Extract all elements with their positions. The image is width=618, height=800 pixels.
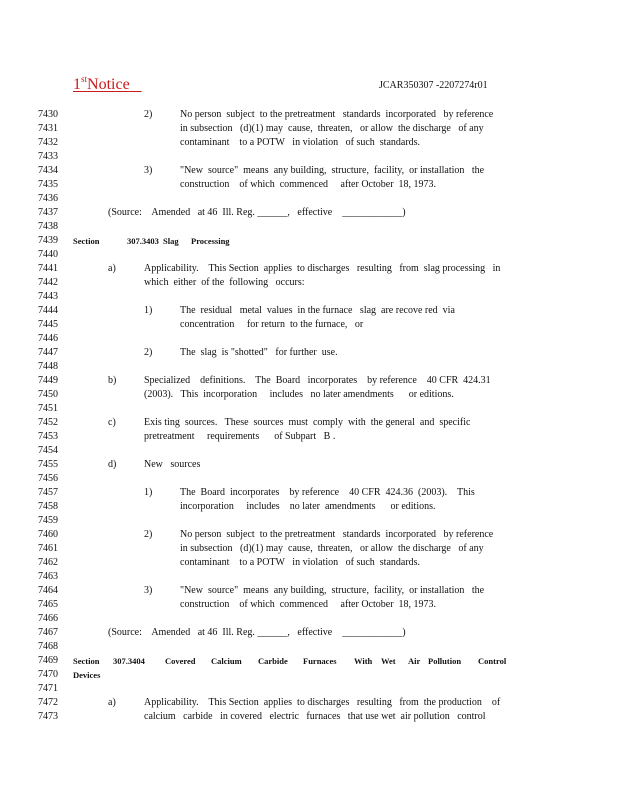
doc-line: [0, 276, 618, 290]
line-number: 7444: [38, 305, 58, 316]
item-marker: 3): [144, 585, 153, 596]
doc-line: [0, 346, 618, 360]
line-number: 7431: [38, 123, 58, 134]
notice-ordinal-suffix: st: [81, 74, 88, 84]
doc-line: [0, 430, 618, 444]
item-marker: 3): [144, 165, 153, 176]
section-title-word: With: [354, 656, 373, 666]
line-number: 7447: [38, 347, 58, 358]
doc-line: [0, 164, 618, 178]
line-number: 7453: [38, 431, 58, 442]
line-number: 7430: [38, 109, 58, 120]
line-number: 7442: [38, 277, 58, 288]
line-number: 7441: [38, 263, 58, 274]
item-text: "New source" means any building, structure, facility, or installation the: [180, 585, 485, 596]
section-title-word: Air: [408, 656, 421, 666]
line-number: 7436: [38, 193, 58, 204]
item-text: Exis ting sources. These sources must comply with the general and specific: [144, 417, 471, 428]
section-title-word: Devices: [73, 670, 101, 680]
line-number: 7465: [38, 599, 58, 610]
item-text: which either of the following occurs:: [144, 277, 305, 288]
item-marker: 1): [144, 305, 153, 316]
doc-line: [0, 640, 618, 654]
doc-line: [0, 136, 618, 150]
item-text: The residual metal values in the furnace slag are recove red via: [180, 305, 455, 316]
line-number: 7470: [38, 669, 58, 680]
line-number: 7452: [38, 417, 58, 428]
doc-line: [0, 122, 618, 136]
doc-line: [0, 374, 618, 388]
item-marker: 2): [144, 109, 153, 120]
line-number: 7435: [38, 179, 58, 190]
item-marker: c): [108, 417, 116, 428]
doc-line: [0, 668, 618, 682]
item-text: (2003). This incorporation includes no later amendments or editions.: [144, 389, 454, 400]
doc-line: [0, 262, 618, 276]
doc-line: [0, 332, 618, 346]
section-number: 307.3403: [127, 236, 159, 246]
line-number: 7464: [38, 585, 58, 596]
doc-line: [0, 458, 618, 472]
doc-line: [0, 626, 618, 640]
line-number: 7450: [38, 389, 58, 400]
item-text: No person subject to the pretreatment standards incorporated by reference: [180, 109, 494, 120]
section-title-word: Slag: [163, 236, 179, 246]
line-number: 7434: [38, 165, 58, 176]
doc-line: [0, 598, 618, 612]
line-number: 7461: [38, 543, 58, 554]
section-title-word: Processing: [191, 236, 230, 246]
item-text: concentration for return to the furnace, or: [180, 319, 364, 330]
item-text: The slag is "shotted" for further use.: [180, 347, 338, 358]
line-number: 7468: [38, 641, 58, 652]
line-number: 7446: [38, 333, 58, 344]
line-number: 7467: [38, 627, 58, 638]
item-marker: d): [108, 459, 117, 470]
line-number: 7455: [38, 459, 58, 470]
item-text: No person subject to the pretreatment standards incorporated by reference: [180, 529, 494, 540]
doc-line: [0, 150, 618, 164]
line-number: 7471: [38, 683, 58, 694]
line-number: 7432: [38, 137, 58, 148]
doc-line: [0, 612, 618, 626]
doc-line: [0, 304, 618, 318]
item-text: contaminant to a POTW in violation of such standards.: [180, 557, 421, 568]
line-number: 7460: [38, 529, 58, 540]
line-number: 7469: [38, 655, 58, 666]
doc-line: [0, 248, 618, 262]
item-marker: a): [108, 263, 116, 274]
line-number: 7451: [38, 403, 58, 414]
section-title-word: Furnaces: [303, 656, 337, 666]
item-text: contaminant to a POTW in violation of such standards.: [180, 137, 421, 148]
doc-line: [0, 206, 618, 220]
section-title-word: Covered: [165, 656, 196, 666]
item-text: construction of which commenced after October 18, 1973.: [180, 179, 437, 190]
section-title-word: Pollution: [428, 656, 462, 666]
section-title-word: Control: [478, 656, 507, 666]
section-title-word: Wet: [381, 656, 396, 666]
doc-line: [0, 290, 618, 304]
item-marker: a): [108, 697, 116, 708]
doc-line: [0, 584, 618, 598]
doc-line: [0, 416, 618, 430]
item-text: construction of which commenced after October 18, 1973.: [180, 599, 437, 610]
doc-line: [0, 360, 618, 374]
section-number: 307.3404: [113, 656, 145, 666]
line-number: 7459: [38, 515, 58, 526]
line-number: 7448: [38, 361, 58, 372]
item-text: calcium carbide in covered electric furnaces that use wet air pollution control: [144, 711, 486, 722]
item-text: The Board incorporates by reference 40 CFR 424.36 (2003). This: [180, 487, 475, 498]
item-marker: b): [108, 375, 117, 386]
doc-line: [0, 472, 618, 486]
doc-line: [0, 234, 618, 248]
doc-line: [0, 570, 618, 584]
notice-number: 1: [73, 76, 81, 93]
line-number: 7437: [38, 207, 58, 218]
doc-line: [0, 528, 618, 542]
doc-line: [0, 710, 618, 724]
doc-line: [0, 318, 618, 332]
section-title-word: Carbide: [258, 656, 288, 666]
doc-line: [0, 682, 618, 696]
line-number: 7462: [38, 557, 58, 568]
line-number: 7439: [38, 235, 58, 246]
notice-heading: [73, 74, 142, 94]
line-number: 7473: [38, 711, 58, 722]
line-number: 7443: [38, 291, 58, 302]
item-marker: 2): [144, 347, 153, 358]
line-number: 7449: [38, 375, 58, 386]
doc-line: [0, 388, 618, 402]
doc-line: [0, 192, 618, 206]
line-number: 7438: [38, 221, 58, 232]
line-number: 7440: [38, 249, 58, 260]
doc-line: [0, 514, 618, 528]
doc-line: [0, 556, 618, 570]
doc-line: [0, 444, 618, 458]
doc-line: [0, 542, 618, 556]
source-note: (Source: Amended at 46 Ill. Reg. ______, effective ____________): [108, 627, 406, 638]
doc-line: [0, 696, 618, 710]
item-text: Specialized definitions. The Board incorporates by reference 40 CFR 424.31: [144, 375, 491, 386]
line-number: 7454: [38, 445, 58, 456]
doc-line: [0, 500, 618, 514]
line-number: 7433: [38, 151, 58, 162]
doc-line: [0, 486, 618, 500]
document-code: JCAR350307 -2207274r01: [379, 80, 488, 91]
item-text: Applicability. This Section applies to discharges resulting from slag processing in: [144, 263, 501, 274]
line-number: 7463: [38, 571, 58, 582]
line-number: 7457: [38, 487, 58, 498]
item-text: "New source" means any building, structure, facility, or installation the: [180, 165, 485, 176]
item-text: pretreatment requirements of Subpart B .: [144, 431, 336, 442]
section-label: Section: [73, 656, 100, 666]
doc-line: [0, 108, 618, 122]
line-number: 7458: [38, 501, 58, 512]
item-marker: 2): [144, 529, 153, 540]
item-text: in subsection (d)(1) may cause, threaten, or allow the discharge of any: [180, 543, 484, 554]
section-label: Section: [73, 236, 100, 246]
doc-line: [0, 220, 618, 234]
item-text: incorporation includes no later amendments or editions.: [180, 501, 436, 512]
item-text: in subsection (d)(1) may cause, threaten, or allow the discharge of any: [180, 123, 484, 134]
line-number: 7466: [38, 613, 58, 624]
doc-line: [0, 402, 618, 416]
item-text: New sources: [144, 459, 201, 470]
line-number: 7472: [38, 697, 58, 708]
doc-line: [0, 178, 618, 192]
doc-line: [0, 654, 618, 668]
line-number: 7445: [38, 319, 58, 330]
item-text: Applicability. This Section applies to discharges resulting from the production of: [144, 697, 501, 708]
source-note: (Source: Amended at 46 Ill. Reg. ______, effective ____________): [108, 207, 406, 218]
item-marker: 1): [144, 487, 153, 498]
line-number: 7456: [38, 473, 58, 484]
notice-label: Notice: [87, 76, 130, 93]
section-title-word: Calcium: [211, 656, 242, 666]
